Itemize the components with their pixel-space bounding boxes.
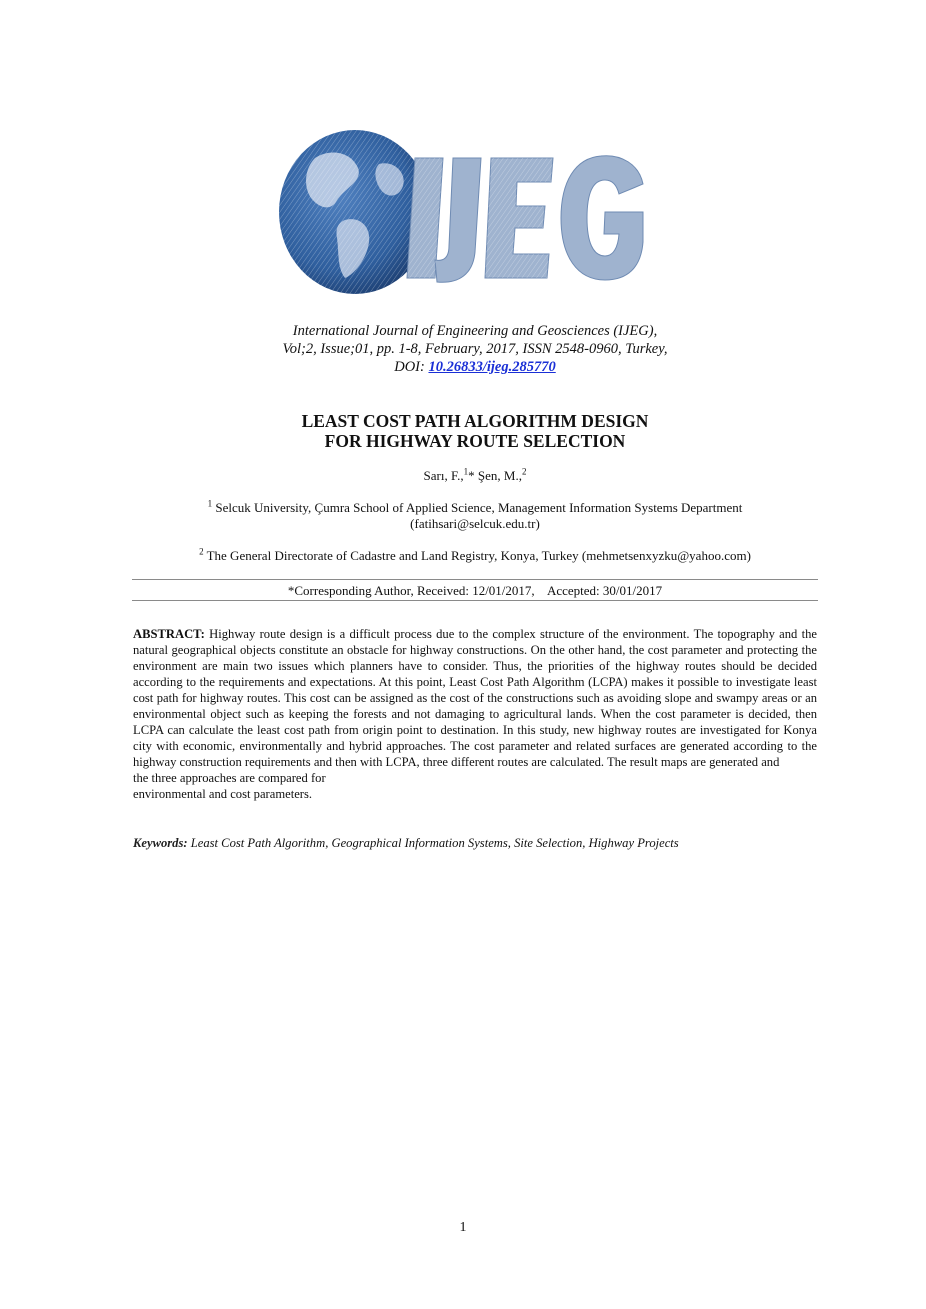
journal-citation bbox=[130, 322, 820, 376]
divider-top bbox=[132, 579, 818, 580]
globe-logo-icon bbox=[275, 128, 650, 296]
author-2: * Şen, M., bbox=[468, 468, 522, 483]
author-2-affil: 2 bbox=[521, 466, 527, 477]
paper-title bbox=[130, 411, 820, 451]
journal-volume: Vol;2, Issue;01, pp. 1-8, February, 2017, ISSN 2548-0960, Turkey, bbox=[282, 341, 668, 357]
keywords-label: Keywords: bbox=[133, 836, 188, 850]
affiliation-2 bbox=[130, 548, 820, 564]
keywords bbox=[133, 836, 817, 851]
abstract-tail-1: the three approaches are compared for bbox=[133, 771, 326, 785]
title-line-1: LEAST COST PATH ALGORITHM DESIGN bbox=[301, 411, 649, 431]
page-number: 1 bbox=[459, 1220, 467, 1235]
abstract bbox=[133, 626, 817, 802]
abstract-label: ABSTRACT: bbox=[133, 627, 205, 641]
journal-doi bbox=[130, 358, 820, 376]
affiliation-1-email: (fatihsari@selcuk.edu.tr) bbox=[410, 516, 540, 531]
divider-bottom bbox=[132, 600, 818, 601]
journal-name: International Journal of Engineering and Geosciences (IJEG), bbox=[292, 323, 658, 339]
title-line-2: FOR HIGHWAY ROUTE SELECTION bbox=[324, 431, 626, 451]
author-list bbox=[130, 468, 820, 484]
affiliation-1-number: 1 bbox=[207, 498, 213, 509]
author-1: Sarı, F., bbox=[423, 468, 464, 483]
author-1-affil: 1 bbox=[463, 466, 469, 477]
corresponding-author-line: *Corresponding Author, Received: 12/01/2017, Accepted: 30/01/2017 bbox=[287, 583, 663, 598]
affiliation-2-number: 2 bbox=[199, 546, 204, 557]
abstract-tail-2: environmental and cost parameters. bbox=[133, 787, 313, 801]
doi-label: DOI: bbox=[394, 359, 429, 375]
journal-logo bbox=[275, 128, 650, 296]
affiliation-1-text: Selcuk University, Çumra School of Applied Science, Management Information Systems Department bbox=[212, 500, 743, 515]
doi-link[interactable]: 10.26833/ijeg.285770 bbox=[428, 359, 556, 375]
keywords-value: Least Cost Path Algorithm, Geographical Information Systems, Site Selection, Highway Projects bbox=[187, 836, 679, 850]
abstract-body: Highway route design is a difficult process due to the complex structure of the environment. The topography and the natural geographical objects constitute an obstacle for highway constructions. On the other hand, the cost parameter and protecting the environment are main two issues which planners have to consider. Thus, the priorities of the highway routes should be decided according to the requirements and expectations. At this point, Least Cost Path Algorithm (LCPA) makes it possible to investigate least cost path for highway routes. This cost can be assigned as the cost of the constructions such as avoiding slope and swampy areas or an environmental object such as keeping the forests and not damaging to agricultural lands. When the cost parameter is decided, then LCPA can calculate the least cost path from origin point to destination. In this study, new highway routes are investigated for Konya city with economic, environmentally and hybrid approaches. The cost parameter and related surfaces are generated according to the highway construction requirements and then with LCPA, three different routes are calculated. The result maps are generated and bbox=[133, 627, 817, 769]
affiliation-1 bbox=[130, 500, 820, 532]
affiliation-2-text: The General Directorate of Cadastre and Land Registry, Konya, Turkey (mehmetsenxyzku@yahoo.com) bbox=[203, 548, 751, 563]
